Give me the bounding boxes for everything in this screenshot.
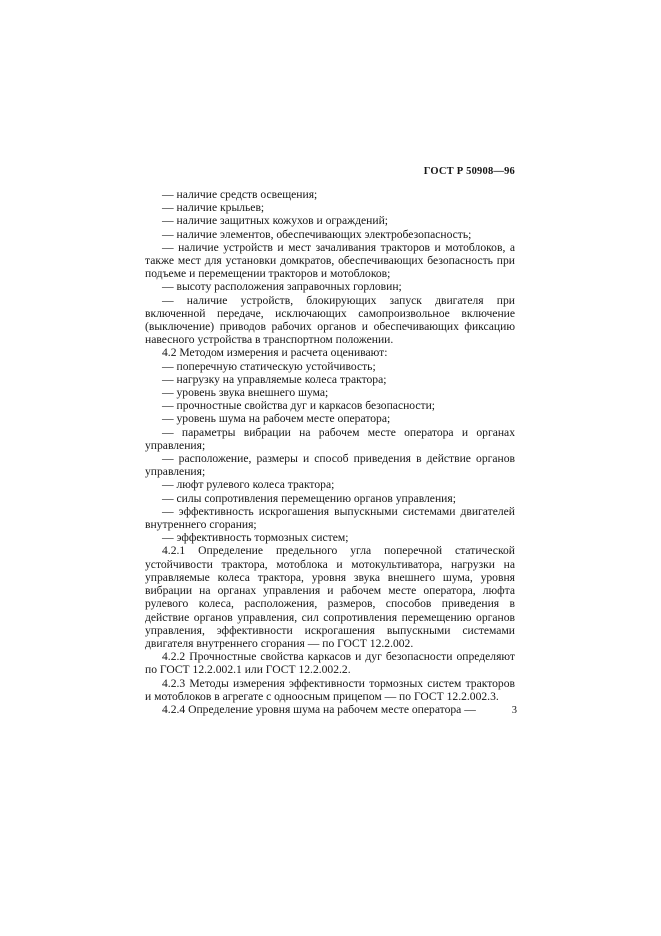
document-code-header: ГОСТ Р 50908—96 bbox=[423, 166, 515, 177]
list-item-steered-wheel-load: — нагрузку на управляемые колеса трактора; bbox=[162, 372, 387, 386]
document-body bbox=[145, 188, 515, 716]
list-item-control-forces: — силы сопротивления перемещению органов управления; bbox=[162, 491, 456, 505]
section-4-2-heading: 4.2 Методом измерения и расчета оценивают: bbox=[162, 346, 388, 360]
list-item-operator-noise: — уровень шума на рабочем месте оператора; bbox=[162, 412, 391, 426]
section-4-2-1: 4.2.1 Определение предельного угла поперечной статической устойчивости трактора, мотоблока и мотокультиватора, нагрузки на управляемые колеса трактора, уровня звука внешнего шума, уровня вибрации на органах управления и рабочем месте оператора, люфта рулевого колеса, расположения, размеров, способов приведения в действие органов управления, сил сопротивления перемещению органов управления, эффективности искрогашения выпускными системами двигателя внутреннего сгорания — по ГОСТ 12.2.002. bbox=[145, 544, 515, 650]
list-item-fenders: — наличие крыльев; bbox=[162, 201, 265, 215]
list-item-brakes: — эффективность тормозных систем; bbox=[162, 531, 349, 545]
section-4-2-4: 4.2.4 Определение уровня шума на рабочем месте оператора — bbox=[162, 702, 476, 716]
section-4-2-2: 4.2.2 Прочностные свойства каркасов и дуг безопасности определяют по ГОСТ 12.2.002.1 или ГОСТ 12.2.002.2. bbox=[145, 650, 515, 677]
list-item-controls-layout: — расположение, размеры и способ приведения в действие органов управления; bbox=[145, 452, 515, 479]
list-item-towing-points: — наличие устройств и мест зачаливания тракторов и мотоблоков, а также мест для установки домкратов, обеспечивающих безопасность при подъеме и перемещении тракторов и мотоблоков; bbox=[145, 240, 515, 281]
list-item-vibration: — параметры вибрации на рабочем месте оператора и органах управления; bbox=[145, 425, 515, 452]
list-item-guards: — наличие защитных кожухов и ограждений; bbox=[162, 214, 388, 228]
list-item-rops-strength: — прочностные свойства дуг и каркасов безопасности; bbox=[162, 399, 436, 413]
list-item-external-noise: — уровень звука внешнего шума; bbox=[162, 386, 329, 400]
page-number: 3 bbox=[511, 705, 517, 716]
list-item-steering-play: — люфт рулевого колеса трактора; bbox=[162, 478, 335, 492]
list-item-interlocks: — наличие устройств, блокирующих запуск двигателя при включенной передаче, исключающих самопроизвольное включение (выключение) приводов рабочих органов и обеспечивающих фиксацию навесного устройства в транспортном положении. bbox=[145, 293, 515, 347]
list-item-filler-height: — высоту расположения заправочных горловин; bbox=[162, 280, 402, 294]
list-item-lighting: — наличие средств освещения; bbox=[162, 188, 318, 201]
list-item-lateral-stability: — поперечную статическую устойчивость; bbox=[162, 359, 376, 373]
list-item-spark-arresting: — эффективность искрогашения выпускными системами двигателей внутреннего сгорания; bbox=[145, 504, 515, 532]
section-4-2-3: 4.2.3 Методы измерения эффективности тормозных систем тракторов и мотоблоков в агрегате с одноосным прицепом — по ГОСТ 12.2.002.3. bbox=[145, 676, 515, 703]
list-item-electrical-safety: — наличие элементов, обеспечивающих электробезопасность; bbox=[162, 227, 472, 241]
